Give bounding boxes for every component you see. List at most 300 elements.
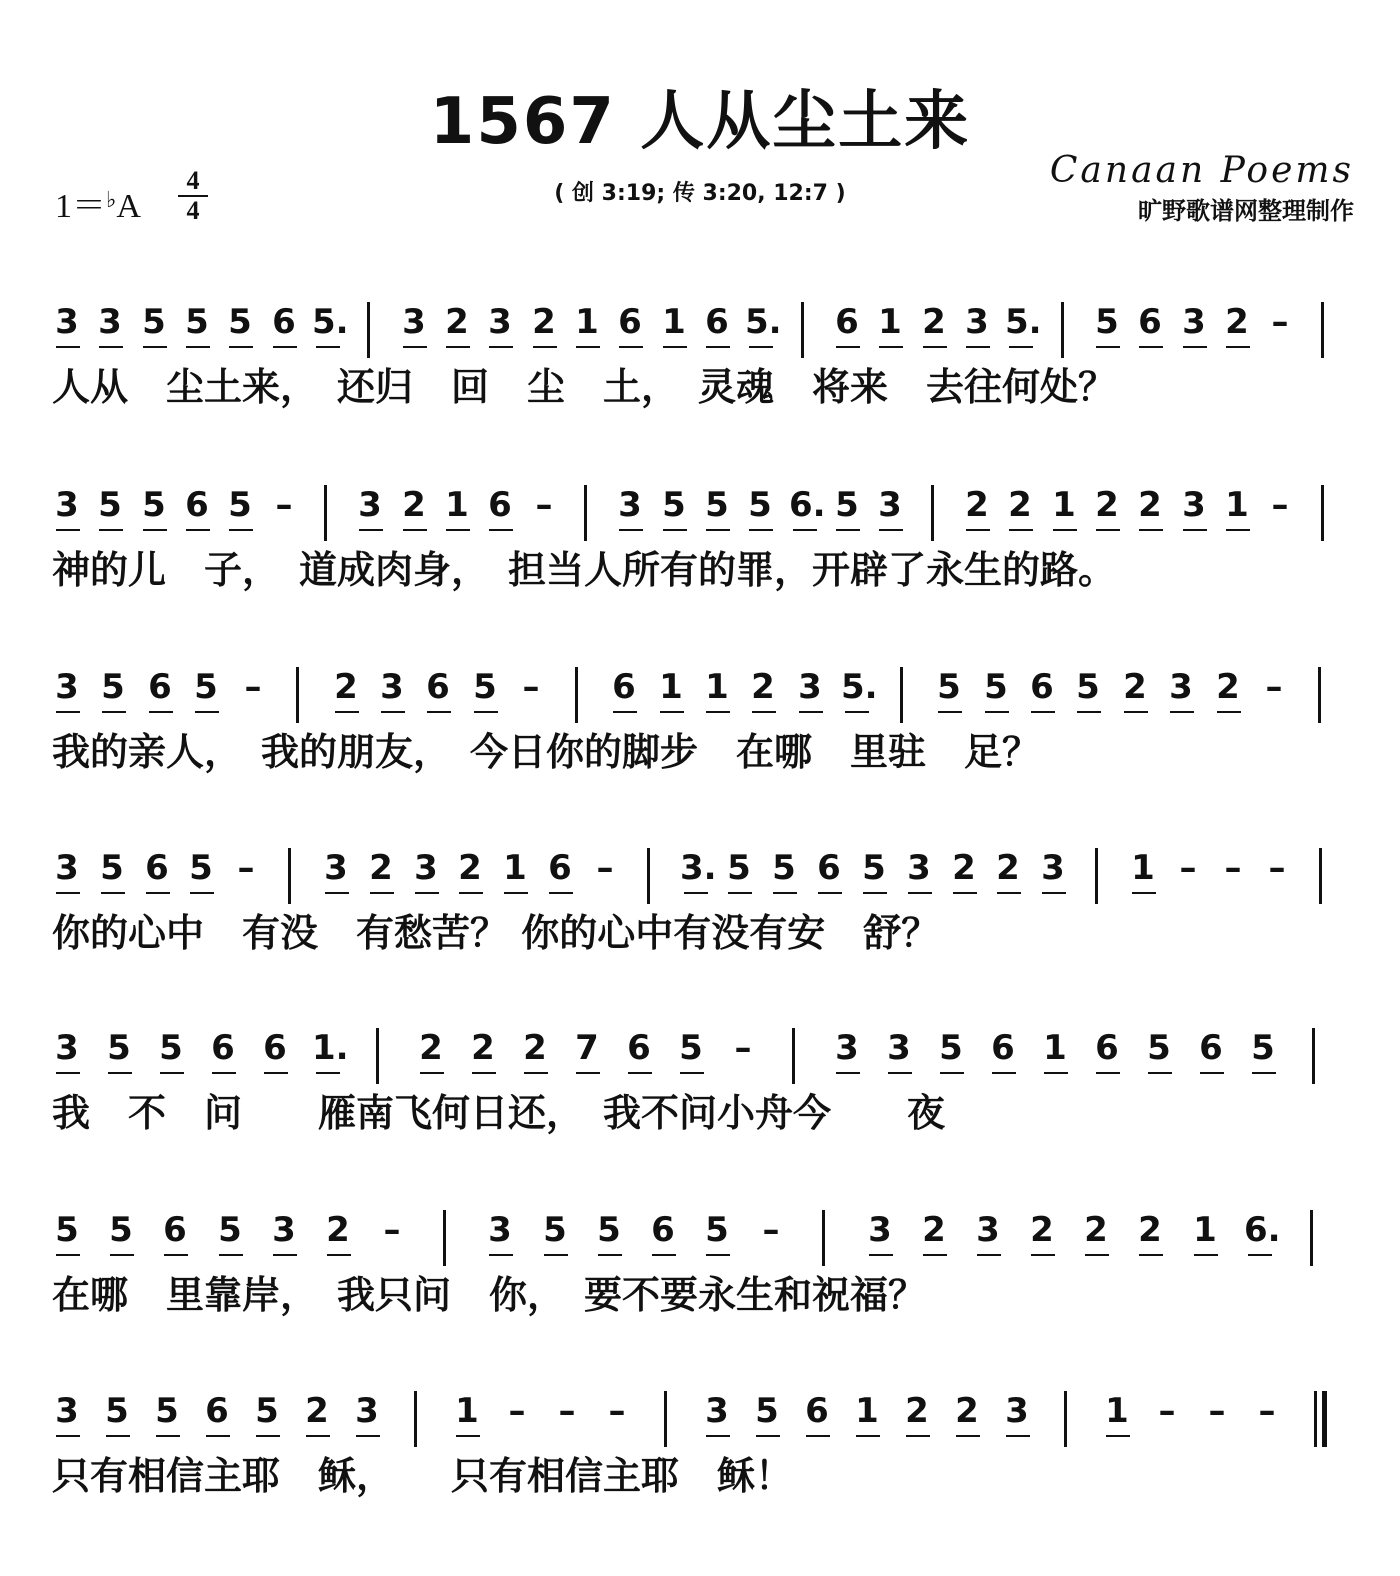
- note: 6: [991, 1028, 1015, 1068]
- note: 5: [705, 1210, 729, 1250]
- dash: –: [596, 848, 614, 888]
- note: 6: [263, 1028, 287, 1068]
- note: 2: [1084, 1210, 1108, 1250]
- note: 2: [334, 667, 358, 707]
- note: 5: [679, 1028, 703, 1068]
- beam-underline: [836, 529, 860, 531]
- note: 1: [855, 1391, 879, 1431]
- beam-underline: [264, 1072, 288, 1074]
- note: 6: [548, 848, 572, 888]
- beam-underline: [229, 346, 253, 348]
- beam-underline: [1252, 1072, 1276, 1074]
- note: 5.: [841, 667, 878, 707]
- beam-underline: [110, 1254, 134, 1256]
- barline: [1312, 1028, 1315, 1084]
- beam-underline: [966, 529, 990, 531]
- note: 3: [55, 1028, 79, 1068]
- score-row: [52, 1351, 1356, 1521]
- dash: –: [508, 1391, 526, 1431]
- note: 6: [618, 302, 642, 342]
- dash: –: [1265, 667, 1283, 707]
- dash: –: [522, 667, 540, 707]
- note: 5: [101, 667, 125, 707]
- note: 3: [618, 485, 642, 525]
- dash: –: [608, 1391, 626, 1431]
- beam-underline: [1139, 529, 1163, 531]
- note: 5: [55, 1210, 79, 1250]
- note: 5: [1147, 1028, 1171, 1068]
- note: 2: [955, 1391, 979, 1431]
- beam-underline: [1200, 1072, 1224, 1074]
- dash: –: [558, 1391, 576, 1431]
- beam-underline: [1096, 346, 1120, 348]
- note: 2: [922, 302, 946, 342]
- dash: –: [244, 667, 262, 707]
- beam-underline: [56, 1435, 80, 1437]
- note: 2: [1225, 302, 1249, 342]
- note: 2: [369, 848, 393, 888]
- beam-underline: [806, 1435, 830, 1437]
- note: 5: [194, 667, 218, 707]
- note: 2: [751, 667, 775, 707]
- beam-underline: [908, 892, 932, 894]
- beam-underline: [706, 1435, 730, 1437]
- note: 6: [651, 1210, 675, 1250]
- lyric-line: 我的亲人， 我的朋友， 今日你的脚步 在哪 里驻 足？: [52, 730, 1041, 774]
- note: 3: [965, 302, 989, 342]
- note: 3: [907, 848, 931, 888]
- lyric-line: 我 不 问 雁南飞何日还， 我不问小舟今 夜: [52, 1091, 946, 1135]
- note: 1: [445, 485, 469, 525]
- barline: [1318, 667, 1321, 723]
- beam-underline: [845, 711, 869, 713]
- notation-line: [52, 848, 1356, 908]
- beam-underline: [836, 1072, 860, 1074]
- note: 5: [727, 848, 751, 888]
- note: 3: [55, 302, 79, 342]
- beam-underline: [1096, 529, 1120, 531]
- beam-underline: [56, 892, 80, 894]
- notation-line: [52, 667, 1356, 727]
- brand-script-logo: Canaan Poems: [1049, 150, 1354, 191]
- note: 6: [426, 667, 450, 707]
- barline: [1095, 848, 1098, 904]
- beam-underline: [793, 529, 817, 531]
- beam-underline: [533, 346, 557, 348]
- note: 3: [1005, 1391, 1029, 1431]
- note: 3: [355, 1391, 379, 1431]
- barline: [1310, 1210, 1313, 1266]
- beam-underline: [966, 346, 990, 348]
- beam-underline: [1031, 1254, 1055, 1256]
- beam-underline: [706, 711, 730, 713]
- note: 2: [952, 848, 976, 888]
- score-row: [52, 445, 1356, 615]
- beam-underline: [456, 1435, 480, 1437]
- lyric-line: 人从 尘土来， 还归 回 尘 土， 灵魂 将来 去往何处？: [52, 365, 1117, 409]
- note: 3: [272, 1210, 296, 1250]
- beam-underline: [206, 1435, 230, 1437]
- time-signature-top: 4: [186, 166, 200, 195]
- beam-underline: [219, 1254, 243, 1256]
- beam-underline: [415, 892, 439, 894]
- beam-underline: [146, 892, 170, 894]
- beam-underline: [1042, 892, 1066, 894]
- time-signature-bottom: 4: [186, 196, 200, 225]
- dash: –: [275, 485, 293, 525]
- note: 2: [1095, 485, 1119, 525]
- note: 2: [445, 302, 469, 342]
- barline: [801, 302, 804, 358]
- note: 2: [419, 1028, 443, 1068]
- beam-underline: [888, 1072, 912, 1074]
- note: 2: [326, 1210, 350, 1250]
- dash: –: [1258, 1391, 1276, 1431]
- note: 5: [543, 1210, 567, 1250]
- beam-underline: [997, 892, 1021, 894]
- score-row: [52, 262, 1356, 432]
- note: 5: [189, 848, 213, 888]
- note: 1: [1052, 485, 1076, 525]
- beam-underline: [799, 711, 823, 713]
- beam-underline: [403, 346, 427, 348]
- note: 3: [414, 848, 438, 888]
- barline: [1319, 848, 1322, 904]
- beam-underline: [489, 1254, 513, 1256]
- beam-underline: [549, 892, 573, 894]
- note: 7: [575, 1028, 599, 1068]
- note: 3: [976, 1210, 1000, 1250]
- beam-underline: [335, 711, 359, 713]
- beam-underline: [1139, 346, 1163, 348]
- note: 6: [163, 1210, 187, 1250]
- beam-underline: [56, 529, 80, 531]
- beam-underline: [306, 1435, 330, 1437]
- score-row: [52, 627, 1356, 797]
- beam-underline: [56, 1254, 80, 1256]
- beam-underline: [1044, 1072, 1068, 1074]
- note: 5: [772, 848, 796, 888]
- beam-underline: [212, 1072, 236, 1074]
- note: 5: [937, 667, 961, 707]
- note: 2: [1008, 485, 1032, 525]
- beam-underline: [56, 711, 80, 713]
- beam-underline: [427, 711, 451, 713]
- note: 6: [272, 302, 296, 342]
- dash: –: [1271, 302, 1289, 342]
- beam-underline: [101, 892, 125, 894]
- note: 1: [1131, 848, 1155, 888]
- beam-underline: [544, 1254, 568, 1256]
- dash: –: [762, 1210, 780, 1250]
- note: 3: [705, 1391, 729, 1431]
- beam-underline: [619, 529, 643, 531]
- beam-underline: [1226, 346, 1250, 348]
- beam-underline: [869, 1254, 893, 1256]
- note: 5: [662, 485, 686, 525]
- note: 6: [705, 302, 729, 342]
- beam-underline: [256, 1435, 280, 1437]
- dash: –: [1224, 848, 1242, 888]
- note: 2: [458, 848, 482, 888]
- note: 3: [380, 667, 404, 707]
- note: 3: [358, 485, 382, 525]
- beam-underline: [359, 529, 383, 531]
- beam-underline: [773, 892, 797, 894]
- note: 2: [996, 848, 1020, 888]
- notation-line: [52, 302, 1356, 362]
- beam-underline: [403, 529, 427, 531]
- beam-underline: [1217, 711, 1241, 713]
- barline: [1064, 1391, 1067, 1447]
- note: 1: [705, 667, 729, 707]
- dash: –: [535, 485, 553, 525]
- beam-underline: [1194, 1254, 1218, 1256]
- note: 5: [155, 1391, 179, 1431]
- note: 5: [142, 302, 166, 342]
- note: 3: [402, 302, 426, 342]
- beam-underline: [524, 1072, 548, 1074]
- note: 2: [471, 1028, 495, 1068]
- beam-underline: [1085, 1254, 1109, 1256]
- note: 3: [1182, 485, 1206, 525]
- note: 1: [1225, 485, 1249, 525]
- note: 2: [922, 1210, 946, 1250]
- beam-underline: [327, 1254, 351, 1256]
- beam-underline: [663, 529, 687, 531]
- lyric-line: 只有相信主耶 稣， 只有相信主耶 稣！: [52, 1454, 794, 1498]
- barline: [647, 848, 650, 904]
- note: 1: [878, 302, 902, 342]
- note: 5: [109, 1210, 133, 1250]
- beam-underline: [99, 529, 123, 531]
- note: 3: [55, 485, 79, 525]
- note: 5: [255, 1391, 279, 1431]
- beam-underline: [728, 892, 752, 894]
- beam-underline: [1106, 1435, 1130, 1437]
- barline: [792, 1028, 795, 1084]
- beam-underline: [1031, 711, 1055, 713]
- beam-underline: [156, 1435, 180, 1437]
- beam-underline: [598, 1254, 622, 1256]
- note: 6: [488, 485, 512, 525]
- barline: [584, 485, 587, 541]
- note: 5: [835, 485, 859, 525]
- beam-underline: [706, 1254, 730, 1256]
- note: 5: [185, 302, 209, 342]
- lyric-line: 在哪 里靠岸， 我只问 你， 要不要永生和祝福？: [52, 1273, 927, 1317]
- barline: [664, 1391, 667, 1447]
- beam-underline: [489, 529, 513, 531]
- note: 2: [965, 485, 989, 525]
- barline: [900, 667, 903, 723]
- beam-underline: [613, 711, 637, 713]
- note: 3: [324, 848, 348, 888]
- beam-underline: [1248, 1254, 1272, 1256]
- dash: –: [1208, 1391, 1226, 1431]
- note: 3: [98, 302, 122, 342]
- beam-underline: [818, 892, 842, 894]
- beam-underline: [863, 892, 887, 894]
- beam-underline: [1183, 529, 1207, 531]
- beam-underline: [160, 1072, 184, 1074]
- note: 1.: [312, 1028, 349, 1068]
- beam-underline: [356, 1435, 380, 1437]
- barline: [931, 485, 934, 541]
- beam-underline: [273, 1254, 297, 1256]
- barline: [1061, 302, 1064, 358]
- lyric-line: 神的儿 子， 道成肉身， 担当人所有的罪，开辟了永生的路。: [52, 548, 1117, 592]
- beam-underline: [923, 346, 947, 348]
- beam-underline: [940, 1072, 964, 1074]
- dash: –: [237, 848, 255, 888]
- note: 6: [835, 302, 859, 342]
- note: 1: [659, 667, 683, 707]
- beam-underline: [143, 529, 167, 531]
- barline: [443, 1210, 446, 1266]
- beam-underline: [149, 711, 173, 713]
- beam-underline: [164, 1254, 188, 1256]
- beam-underline: [1053, 529, 1077, 531]
- note: 5: [862, 848, 886, 888]
- beam-underline: [1148, 1072, 1172, 1074]
- note: 3: [835, 1028, 859, 1068]
- beam-underline: [1009, 346, 1033, 348]
- beam-underline: [474, 711, 498, 713]
- dash: –: [383, 1210, 401, 1250]
- beam-underline: [680, 1072, 704, 1074]
- notation-line: [52, 1391, 1356, 1451]
- note: 5: [228, 485, 252, 525]
- beam-underline: [660, 711, 684, 713]
- barline: [822, 1210, 825, 1266]
- brand-block: [1050, 150, 1354, 226]
- beam-underline: [684, 892, 708, 894]
- barline: [367, 302, 370, 358]
- beam-underline: [316, 1072, 340, 1074]
- barline: [376, 1028, 379, 1084]
- note: 5.: [1005, 302, 1042, 342]
- beam-underline: [489, 346, 513, 348]
- note: 5: [984, 667, 1008, 707]
- beam-underline: [953, 892, 977, 894]
- note: 6: [627, 1028, 651, 1068]
- beam-underline: [195, 711, 219, 713]
- barline: [288, 848, 291, 904]
- note: 5.: [312, 302, 349, 342]
- note: 2: [402, 485, 426, 525]
- beam-underline: [1006, 1435, 1030, 1437]
- note: 3: [1169, 667, 1193, 707]
- final-barline-thick: [1322, 1391, 1327, 1447]
- beam-underline: [576, 346, 600, 348]
- note: 2: [1030, 1210, 1054, 1250]
- beam-underline: [370, 892, 394, 894]
- beam-underline: [879, 529, 903, 531]
- note: 2: [1123, 667, 1147, 707]
- beam-underline: [504, 892, 528, 894]
- notation-line: [52, 1028, 1356, 1088]
- dash: –: [1179, 848, 1197, 888]
- beam-underline: [985, 711, 1009, 713]
- note: 1: [1193, 1210, 1217, 1250]
- note: 3: [55, 848, 79, 888]
- note: 6: [185, 485, 209, 525]
- note: 2: [1216, 667, 1240, 707]
- scripture-reference: ( 创 3:19; 传 3:20, 12:7 ): [554, 181, 846, 206]
- note: 3.: [680, 848, 717, 888]
- note: 5: [748, 485, 772, 525]
- song-title: 1567 人从尘土来: [429, 85, 971, 159]
- flat-sign: ♭: [106, 187, 117, 212]
- note: 6: [211, 1028, 235, 1068]
- note: 6: [1138, 302, 1162, 342]
- note: 5: [939, 1028, 963, 1068]
- beam-underline: [1226, 529, 1250, 531]
- note: 3: [1041, 848, 1065, 888]
- beam-underline: [446, 346, 470, 348]
- note: 3: [1182, 302, 1206, 342]
- note: 5: [218, 1210, 242, 1250]
- beam-underline: [1183, 346, 1207, 348]
- barline: [1321, 302, 1324, 358]
- dash: –: [734, 1028, 752, 1068]
- beam-underline: [756, 1435, 780, 1437]
- beam-underline: [1077, 711, 1101, 713]
- note: 1: [503, 848, 527, 888]
- note: 5: [1076, 667, 1100, 707]
- note: 2: [1138, 1210, 1162, 1250]
- beam-underline: [706, 529, 730, 531]
- beam-underline: [619, 346, 643, 348]
- note: 6: [612, 667, 636, 707]
- brand-credit: 旷野歌谱网整理制作: [1138, 197, 1354, 225]
- beam-underline: [143, 346, 167, 348]
- beam-underline: [906, 1435, 930, 1437]
- note: 5.: [745, 302, 782, 342]
- beam-underline: [956, 1435, 980, 1437]
- beam-underline: [316, 346, 340, 348]
- beam-underline: [749, 529, 773, 531]
- beam-underline: [992, 1072, 1016, 1074]
- score-row: [52, 808, 1356, 978]
- beam-underline: [106, 1435, 130, 1437]
- beam-underline: [56, 346, 80, 348]
- note: 5: [228, 302, 252, 342]
- key-prefix: 1＝: [55, 188, 106, 225]
- beam-underline: [752, 711, 776, 713]
- note: 5: [473, 667, 497, 707]
- note: 3: [878, 485, 902, 525]
- note: 1: [1105, 1391, 1129, 1431]
- note: 3: [868, 1210, 892, 1250]
- note: 1: [1043, 1028, 1067, 1068]
- key-note: A: [116, 188, 141, 225]
- beam-underline: [1139, 1254, 1163, 1256]
- note: 2: [523, 1028, 547, 1068]
- note: 6.: [1244, 1210, 1281, 1250]
- beam-underline: [749, 346, 773, 348]
- note: 6.: [789, 485, 826, 525]
- note: 2: [305, 1391, 329, 1431]
- note: 1: [662, 302, 686, 342]
- beam-underline: [472, 1072, 496, 1074]
- beam-underline: [108, 1072, 132, 1074]
- note: 2: [1138, 485, 1162, 525]
- notation-line: [52, 485, 1356, 545]
- note: 5: [1095, 302, 1119, 342]
- beam-underline: [938, 711, 962, 713]
